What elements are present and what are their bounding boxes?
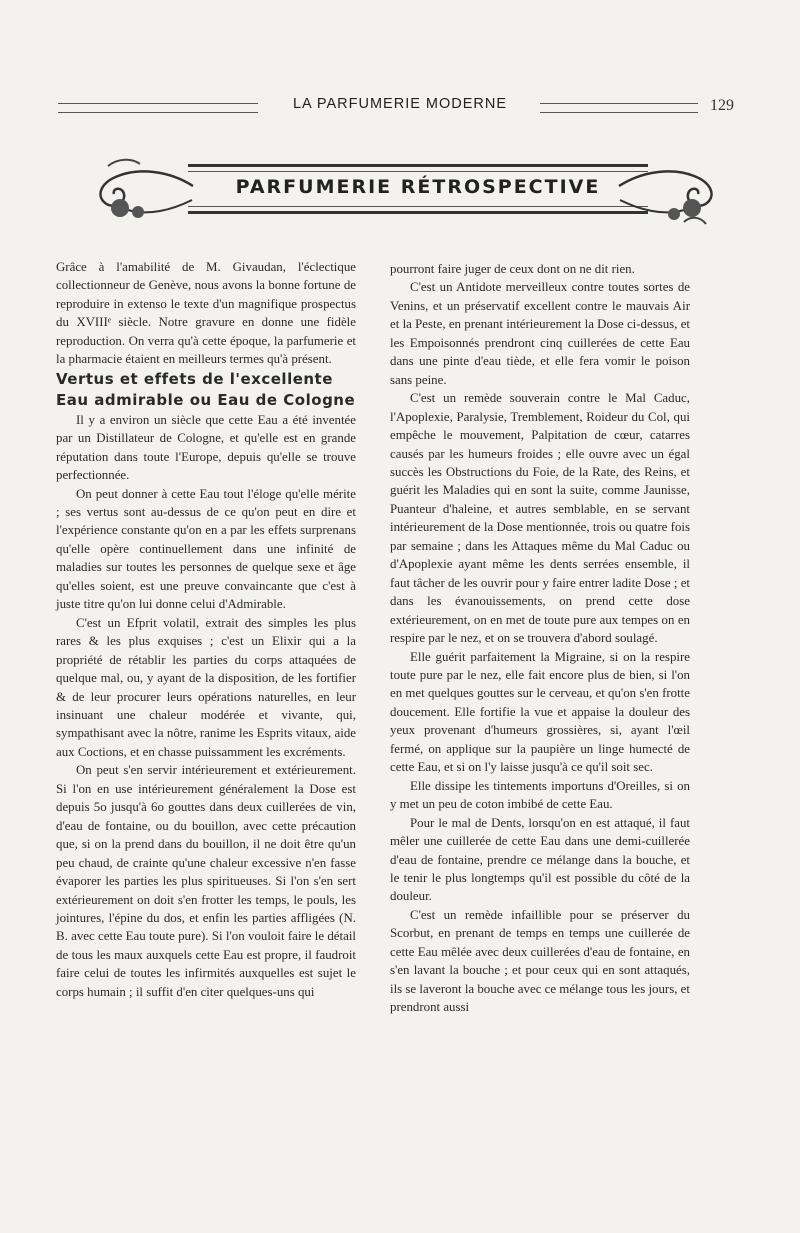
left-column (56, 258, 356, 1001)
header-rule-left (58, 103, 258, 113)
journal-title: LA PARFUMERIE MODERNE (292, 96, 508, 112)
left-floral-ornament-icon (88, 150, 198, 230)
running-header (58, 96, 758, 120)
paragraph: C'est un remède souverain contre le Mal Caduc, l'Apoplexie, Paralysie, Tremblement, Roideur du Col, qui empêche le mouvement, Palpitation de cœur, catarres causés par les humeurs froides ; elle ouvre avec un égal succès les Obstructions du Foie, de la Rate, des Reins, et guérit les Maladies qui en sont la suite, comme Jaunisse, Puanteur d'haleine, et autres semblable, en se servant intérieurement de la Dose mentionnée, trois ou quatre fois par semaine ; dans les Attaques même du Mal Caduc ou d'Apoplexie ayant même les dents serrées ensemble, il faut tâcher de les ouvrir pour y faire entrer ladite Dose ; et dans les évanouissements, on prend cette dose extérieurement, on en met de toute pure aux tempes on en respire par le nez, et on se trouvera d'abord soulagé. (390, 391, 690, 646)
header-rule-right (540, 103, 698, 113)
paragraph: On peut donner à cette Eau tout l'éloge qu'elle mérite ; ses vertus sont au-dessus de ce qu'on peut en dire et l'expérience constante qu'on en a par les effets surprenans qu'elle opère continuellement dans une infinité de maladies sur toutes les personnes de quelque sexe et âge qu'elles soient, est une preuve convaincante que c'est à juste titre qu'on lui donne celui d'Admirable. (56, 486, 356, 612)
paragraph: C'est un remède infaillible pour se préserver du Scorbut, en prenant de temps en temps une cuillerée de cette Eau mêlée avec deux cuillerées d'eau de fontaine, en s'en lavant la bouche ; et pour ceux qui en sont attaqués, ils se laveront la bouche avec ce mélange tous les jours, et prendront aussi (390, 907, 690, 1015)
article-subtitle: Vertus et effets de l'excellente Eau admirable ou Eau de Cologne (56, 369, 356, 409)
paragraph: Pour le mal de Dents, lorsqu'on en est attaqué, il faut mêler une cuillerée de cette Eau dans une demi-cuillerée d'eau de fontaine, prendre ce mélange dans la bouche, et le tenir le plus longtemps qu'il est possible du côté de la douleur. (390, 815, 690, 904)
intro-paragraph: Grâce à l'amabilité de M. Givaudan, l'éclectique collectionneur de Genève, nous avons la bonne fortune de reproduire in extenso le texte d'un magnifique prospectus du XVIIIᵉ siècle. Notre gravure en donne une fidèle reproduction. On verra qu'à cette époque, la parfumerie et la pharmacie étaient en meilleurs termes qu'à présent. (56, 260, 356, 367)
right-column (390, 260, 690, 1017)
paragraph: Elle dissipe les tintements importuns d'Oreilles, si on y met un peu de coton imbibé de cette Eau. (390, 778, 690, 812)
banner-title: PARFUMERIE RÉTROSPECTIVE (235, 176, 601, 198)
paragraph: C'est un Efprit volatil, extrait des simples les plus rares & les plus exquises ; c'est un Elixir qui a la propriété de rétablir les parties du corps attaquées de quelque mal, ou, y ayant de la disposition, de les fortifier & de leur procurer leurs opérations naturelles, en leur insinuant une chaleur modérée et vivante, qui, sympathisant avec la nôtre, ranime les Esprits vitaux, aide aux Coctions, et en chasse puissamment les excréments. (56, 615, 356, 759)
paragraph: On peut s'en servir intérieurement et extérieurement. Si l'on en use intérieurement généralement la Dose est depuis 5o jusqu'à 6o gouttes dans deux cuillerées de vin, d'eau de fontaine, ou du bouillon, avec cette précaution que, si on la prend dans du bouillon, il ne doit être qu'un peu chaud, de crainte qu'une chaleur excessive n'en fasse évaporer les parties les plus spiritueuses. Si l'on s'en sert extérieurement on doit s'en frotter les temps, le pouls, les jointures, l'épine du dos, et enfin les parties affligées (N. B. avec cette Eau toute pure). Si l'on vouloit faire le détail de tous les maux auxquels cette Eau est propre, il faudroit faire celui de toutes les infirmités auxquelles est sujet le corps humain ; il suffit d'en citer quelques-uns qui (56, 763, 356, 999)
paragraph: pourront faire juger de ceux dont on ne dit rien. (390, 262, 635, 276)
paragraph: C'est un Antidote merveilleux contre toutes sortes de Venins, et un préservatif excellent contre le mauvais Air et la Peste, en prenant intérieurement la Dose ci-dessus, et les Empoisonnés prendront cinq cuillerées de cette Eau dans une pinte d'eau tiède, et elle fera vomir le poison sans peine. (390, 280, 690, 387)
section-banner (88, 150, 724, 230)
paragraph: Elle guérit parfaitement la Migraine, si on la respire toute pure par le nez, elle fait encore plus de bien, si l'on en met quelques gouttes sur le cerveau, et qu'on s'en frotte doucement. Elle fortifie la vue et appaise la douleur des yeux provenant d'humeurs grossières, si, ayant l'œil fermé, on applique sur la paupière un linge humecté de cette Eau, et si on l'y laisse jusqu'à ce qu'il soit sec. (390, 649, 690, 775)
paragraph: Il y a environ un siècle que cette Eau a été inventée par un Distillateur de Cologne, et qu'elle est en grande réputation dans toute l'Europe, depuis qu'elle se trouve perfectionnée. (56, 412, 356, 483)
right-floral-ornament-icon (614, 150, 724, 230)
page-number: 129 (710, 97, 734, 114)
